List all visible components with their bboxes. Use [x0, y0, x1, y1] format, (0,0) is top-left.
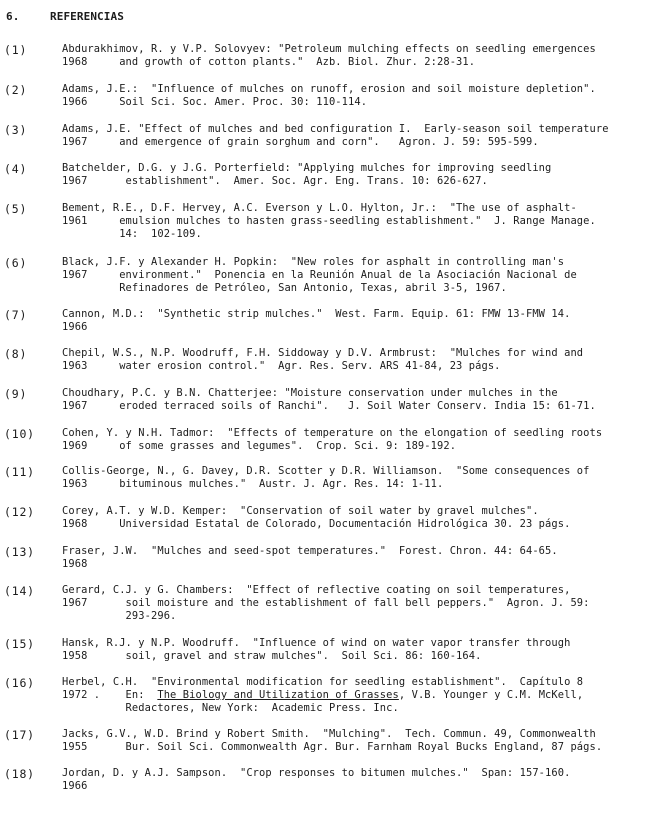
reference-line: Batchelder, D.G. y J.G. Porterfield: "Applying mulches for improving seedling	[62, 162, 552, 174]
reference-line: 1961 emulsion mulches to hasten grass-seedling establishment." J. Range Manage.	[62, 215, 596, 227]
reference-line: Cohen, Y. y N.H. Tadmor: "Effects of temperature on the elongation of seedling roots	[62, 427, 603, 439]
reference-line: Choudhary, P.C. y B.N. Chatterjee: "Moisture conservation under mulches in the	[62, 387, 558, 399]
reference-line: Herbel, C.H. "Environmental modification for seedling establishment". Capítulo 8	[62, 676, 584, 688]
reference-line: Cannon, M.D.: "Synthetic strip mulches." West. Farm. Equip. 61: FMW 13-FMW 14.	[62, 308, 571, 320]
reference-line: Abdurakhimov, R. y V.P. Solovyev: "Petroleum mulching effects on seedling emergences	[62, 43, 596, 55]
reference-line-suffix: , V.B. Younger y C.M. McKell,	[398, 689, 584, 701]
reference-line: Chepil, W.S., N.P. Woodruff, F.H. Siddoway y D.V. Armbrust: "Mulches for wind and	[62, 347, 584, 359]
reference-line: Jordan, D. y A.J. Sampson. "Crop responses to bitumen mulches." Span: 157-160.	[62, 767, 571, 779]
reference-number: (16)	[4, 676, 35, 690]
reference-line: 1968	[62, 558, 88, 570]
reference-line: Adams, J.E.: "Influence of mulches on runoff, erosion and soil moisture depletion".	[62, 83, 596, 95]
reference-number: (17)	[4, 728, 35, 742]
reference-number: (7)	[4, 308, 28, 322]
reference-line: Hansk, R.J. y N.P. Woodruff. "Influence of wind on water vapor transfer through	[62, 637, 571, 649]
reference-line: Corey, A.T. y W.D. Kemper: "Conservation of soil water by gravel mulches".	[62, 505, 539, 517]
book-title: The Biology and Utilization of Grasses	[157, 689, 399, 701]
reference-number: (2)	[4, 83, 28, 97]
reference-line: 14: 102-109.	[62, 228, 202, 240]
section-heading	[6, 10, 124, 23]
reference-line: 1963 water erosion control." Agr. Res. Serv. ARS 41-84, 23 págs.	[62, 360, 501, 372]
reference-line: 1967 environment." Ponencia en la Reunión Anual de la Asociación Nacional de	[62, 269, 577, 281]
reference-number: (1)	[4, 43, 28, 57]
section-number: 6.	[6, 10, 20, 23]
reference-line: Jacks, G.V., W.D. Brind y Robert Smith. "Mulching". Tech. Commun. 49, Commonwealth	[62, 728, 596, 740]
reference-line: 1967 eroded terraced soils of Ranchi". J. Soil Water Conserv. India 15: 61-71.	[62, 400, 596, 412]
reference-number: (3)	[4, 123, 28, 137]
reference-line: 1966 Soil Sci. Soc. Amer. Proc. 30: 110-114.	[62, 96, 368, 108]
section-title: REFERENCIAS	[50, 10, 124, 23]
reference-line: Adams, J.E. "Effect of mulches and bed configuration I. Early-season soil temperature	[62, 123, 609, 135]
reference-number: (5)	[4, 202, 28, 216]
reference-number: (6)	[4, 256, 28, 270]
reference-line-prefix: 1972 . En:	[62, 689, 158, 701]
reference-line	[62, 689, 583, 702]
reference-line: 1967 and emergence of grain sorghum and corn". Agron. J. 59: 595-599.	[62, 136, 539, 148]
reference-line: 1967 soil moisture and the establishment of fall bell peppers." Agron. J. 59:	[62, 597, 590, 609]
reference-line: Refinadores de Petróleo, San Antonio, Texas, abril 3-5, 1967.	[62, 282, 507, 294]
reference-line: 1963 bituminous mulches." Austr. J. Agr. Res. 14: 1-11.	[62, 478, 444, 490]
reference-number: (8)	[4, 347, 28, 361]
reference-number: (10)	[4, 427, 35, 441]
reference-number: (11)	[4, 465, 35, 479]
reference-number: (4)	[4, 162, 28, 176]
reference-line: 1967 establishment". Amer. Soc. Agr. Eng. Trans. 10: 626-627.	[62, 175, 488, 187]
reference-line: 1966	[62, 780, 88, 792]
reference-line: 293-296.	[62, 610, 177, 622]
reference-line: Bement, R.E., D.F. Hervey, A.C. Everson y L.O. Hylton, Jr.: "The use of asphalt-	[62, 202, 577, 214]
reference-line: Redactores, New York: Academic Press. Inc.	[62, 702, 399, 714]
reference-line: Black, J.F. y Alexander H. Popkin: "New roles for asphalt in controlling man's	[62, 256, 565, 268]
reference-line: 1969 of some grasses and legumes". Crop. Sci. 9: 189-192.	[62, 440, 457, 452]
reference-line: Fraser, J.W. "Mulches and seed-spot temperatures." Forest. Chron. 44: 64-65.	[62, 545, 558, 557]
reference-line: Gerard, C.J. y G. Chambers: "Effect of reflective coating on soil temperatures,	[62, 584, 571, 596]
reference-line: 1968 and growth of cotton plants." Azb. Biol. Zhur. 2:28-31.	[62, 56, 476, 68]
reference-line: 1966	[62, 321, 88, 333]
reference-line: 1955 Bur. Soil Sci. Commonwealth Agr. Bur. Farnham Royal Bucks England, 87 págs.	[62, 741, 603, 753]
reference-number: (13)	[4, 545, 35, 559]
reference-number: (18)	[4, 767, 35, 781]
reference-number: (12)	[4, 505, 35, 519]
reference-line: 1958 soil, gravel and straw mulches". Soil Sci. 86: 160-164.	[62, 650, 482, 662]
reference-number: (15)	[4, 637, 35, 651]
reference-number: (14)	[4, 584, 35, 598]
reference-number: (9)	[4, 387, 28, 401]
reference-line: Collis-George, N., G. Davey, D.R. Scotter y D.R. Williamson. "Some consequences of	[62, 465, 590, 477]
reference-line: 1968 Universidad Estatal de Colorado, Documentación Hidrológica 30. 23 págs.	[62, 518, 571, 530]
